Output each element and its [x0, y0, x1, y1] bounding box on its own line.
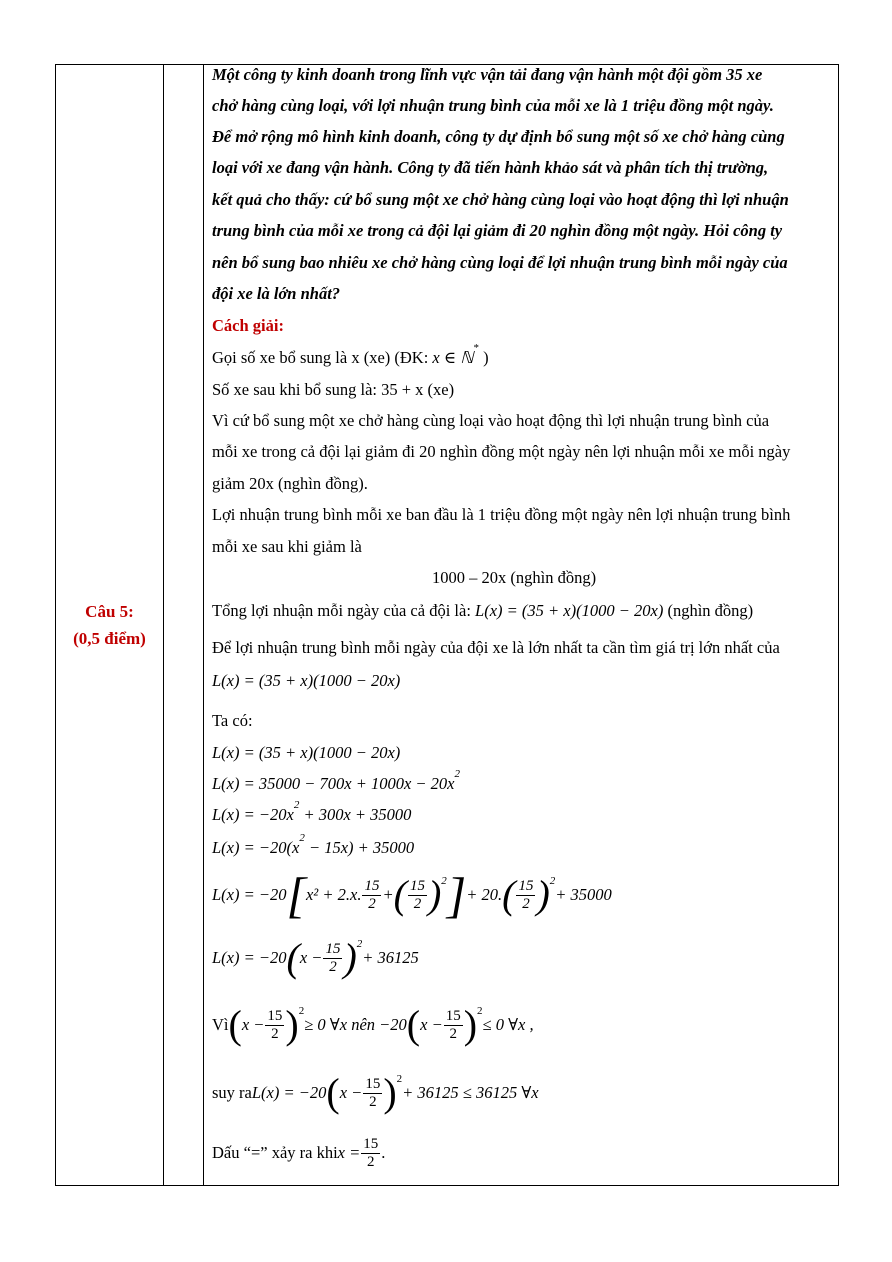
math: L(x) = −20 [251, 1083, 327, 1102]
frac-num: 15 [325, 940, 341, 957]
frac-den: 2 [413, 895, 422, 912]
math-sup: 2 [299, 832, 305, 844]
right-paren: ) [343, 935, 357, 980]
math: + 20. [466, 885, 503, 904]
fraction [265, 1008, 284, 1043]
math: − 15x) + 35000 [304, 838, 415, 857]
frac-den: 2 [367, 1153, 375, 1170]
fraction [361, 1136, 380, 1171]
frac-den: 2 [369, 1093, 377, 1110]
frac-den: 2 [271, 1025, 279, 1042]
plus: + [382, 885, 394, 904]
problem-line: đội xe là lớn nhất? [212, 284, 341, 303]
math: x = [337, 1143, 361, 1162]
frac-num: 15 [409, 877, 425, 894]
frac-num: 15 [518, 877, 534, 894]
math: L(x) = (35 + x)(1000 − 20x) [475, 601, 664, 620]
problem-line: trung bình của mỗi xe trong cả đội lại giảm đi 20 nghìn đồng một ngày. Hỏi công ty [212, 221, 783, 240]
math: x ∈ ℕ [432, 348, 474, 367]
problem-line: chở hàng cùng loại, với lợi nhuận trung bình của mỗi xe là 1 triệu đồng một ngày. [212, 96, 774, 115]
right-paren: ) [463, 1002, 478, 1047]
text-line [212, 601, 753, 621]
math: + 300x + 35000 [299, 805, 412, 824]
left-paren: ( [393, 872, 407, 917]
math: L(x) = −20 [212, 885, 287, 904]
math: ≥ 0 ∀x nên −20 [304, 1015, 407, 1034]
fraction [362, 878, 381, 913]
equation-line [212, 865, 612, 925]
math: L(x) = −20x [212, 805, 294, 824]
problem-line: Để mở rộng mô hình kinh doanh, công ty dự định bổ sung một số xe chở hàng cùng [212, 127, 785, 146]
math: ≤ 0 ∀x , [482, 1015, 534, 1034]
equation-line [212, 997, 534, 1053]
right-paren: ) [285, 1002, 299, 1047]
math-sup: 2 [441, 875, 447, 887]
right-paren: ) [383, 1070, 397, 1115]
fraction [408, 878, 427, 913]
text: suy ra [212, 1083, 252, 1102]
math-sup: 2 [356, 938, 363, 950]
text: Vì [212, 1015, 229, 1034]
text: Tổng lợi nhuận mỗi ngày của cả đội là: [212, 601, 476, 620]
fraction [323, 941, 342, 976]
text-line: mỗi xe trong cả đội lại giảm đi 20 nghìn đồng một ngày nên lợi nhuận mỗi xe mỗi ngày [212, 442, 791, 461]
answer-table [55, 64, 839, 1186]
text-line: 1000 – 20x (nghìn đồng) [432, 568, 597, 587]
equation-line [212, 832, 415, 858]
frac-num: 15 [365, 1075, 381, 1092]
fraction [516, 878, 535, 913]
text: . [381, 1143, 386, 1162]
equation-line [212, 1131, 385, 1175]
math-sup: 2 [549, 875, 556, 887]
frac-num: 15 [445, 1007, 461, 1024]
math: x − [241, 1015, 265, 1034]
fraction [363, 1076, 382, 1111]
math: x − [299, 948, 323, 967]
text: Dấu “=” xảy ra khi [212, 1143, 338, 1162]
math-sup: 2 [396, 1073, 403, 1085]
column-divider [203, 65, 204, 1185]
math: + 36125 ≤ 36125 ∀x [402, 1083, 539, 1102]
equation-line [212, 1065, 539, 1121]
equation-line [212, 768, 460, 794]
math-sup: 2 [293, 799, 300, 811]
text: (nghìn đồng) [663, 601, 754, 620]
frac-den: 2 [368, 895, 376, 912]
equation-line: L(x) = (35 + x)(1000 − 20x) [212, 743, 401, 762]
left-paren: ( [502, 872, 516, 917]
problem-line: Một công ty kinh doanh trong lĩnh vực vận tải đang vận hành một đội gồm 35 xe [212, 65, 763, 84]
question-label: Câu 5: [85, 602, 134, 621]
math: L(x) = −20 [212, 948, 287, 967]
frac-den: 2 [522, 895, 530, 912]
math-line: L(x) = (35 + x)(1000 − 20x) [212, 671, 401, 690]
column-divider [163, 65, 164, 1185]
frac-num: 15 [267, 1007, 283, 1024]
frac-den: 2 [449, 1025, 457, 1042]
right-bracket: ] [446, 867, 467, 923]
math-sup: 2 [454, 768, 460, 780]
problem-line: nên bổ sung bao nhiêu xe chở hàng cùng loại để lợi nhuận trung bình mỗi ngày của [212, 253, 788, 272]
math: x² + 2.x. [305, 885, 362, 904]
math: L(x) = 35000 − 700x + 1000x − 20x [212, 774, 455, 793]
text-line: Ta có: [212, 711, 253, 730]
text-line: mỗi xe sau khi giảm là [212, 537, 362, 556]
text-line: Để lợi nhuận trung bình mỗi ngày của đội xe là lớn nhất ta cần tìm giá trị lớn nhất của [212, 638, 780, 657]
right-paren: ) [427, 872, 442, 917]
text-line [212, 342, 489, 368]
problem-line: kết quả cho thấy: cứ bổ sung một xe chở hàng cùng loại vào hoạt động thì lợi nhuận [212, 190, 789, 209]
math-sup: 2 [477, 1005, 483, 1017]
left-paren: ( [286, 935, 300, 980]
right-paren: ) [536, 872, 550, 917]
equation-line [212, 930, 419, 986]
left-bracket: [ [286, 867, 306, 923]
math: + 36125 [362, 948, 419, 967]
text-line: Lợi nhuận trung bình mỗi xe ban đầu là 1 triệu đồng một ngày nên lợi nhuận trung bình [212, 505, 791, 524]
left-paren: ( [406, 1002, 421, 1047]
math: x − [420, 1015, 443, 1034]
problem-line: loại với xe đang vận hành. Công ty đã tiến hành khảo sát và phân tích thị trường, [212, 158, 769, 177]
text: ) [478, 348, 489, 367]
question-score: (0,5 điểm) [73, 629, 146, 648]
math: x − [339, 1083, 363, 1102]
frac-num: 15 [364, 877, 380, 894]
frac-den: 2 [329, 958, 337, 975]
solution-heading: Cách giải: [212, 316, 284, 335]
text: Gọi số xe bổ sung là x (xe) (ĐK: [212, 348, 433, 367]
math-sup: * [473, 342, 479, 354]
text-line: Vì cứ bổ sung một xe chở hàng cùng loại vào hoạt động thì lợi nhuận trung bình của [212, 411, 770, 430]
math: L(x) = −20(x [212, 838, 300, 857]
math-sup: 2 [298, 1005, 305, 1017]
question-cell [56, 65, 163, 1185]
text-line: Số xe sau khi bổ sung là: 35 + x (xe) [212, 380, 455, 399]
frac-num: 15 [363, 1135, 379, 1152]
equation-line [212, 799, 412, 825]
left-paren: ( [326, 1070, 340, 1115]
math: + 35000 [555, 885, 612, 904]
text-line: giảm 20x (nghìn đồng). [212, 474, 368, 493]
left-paren: ( [228, 1002, 242, 1047]
fraction [444, 1008, 463, 1043]
